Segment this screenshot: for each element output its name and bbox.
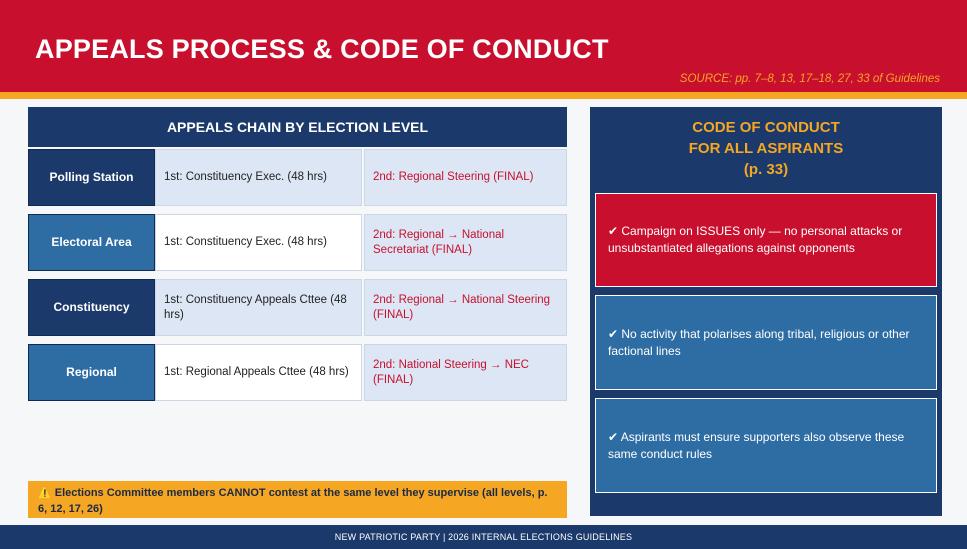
- conduct-title: [590, 117, 942, 180]
- appeals-chain-heading: APPEALS CHAIN BY ELECTION LEVEL: [28, 107, 567, 147]
- conduct-rule-issues: ✔ Campaign on ISSUES only — no personal attacks or unsubstantiated allegations against opponents: [595, 193, 937, 287]
- second-appeal: 2nd: Regional Steering (FINAL): [364, 149, 567, 206]
- conduct-page-ref: (p. 33): [743, 161, 789, 178]
- level-label: Regional: [28, 344, 155, 401]
- code-of-conduct-panel: [590, 107, 942, 516]
- conduct-rule-no-polarisation: ✔ No activity that polarises along tribal, religious or other factional lines: [595, 295, 937, 390]
- banner-accent-stripe: [0, 92, 967, 99]
- appeals-row-regional: [28, 344, 567, 403]
- second-appeal: 2nd: National Steering → NEC (FINAL): [364, 344, 567, 401]
- level-label: Electoral Area: [28, 214, 155, 271]
- first-appeal: 1st: Constituency Exec. (48 hrs): [155, 149, 362, 206]
- first-appeal: 1st: Constituency Exec. (48 hrs): [155, 214, 362, 271]
- appeals-row-polling-station: [28, 149, 567, 208]
- conduct-title-line: CODE OF CONDUCT: [692, 119, 840, 136]
- appeals-row-electoral-area: [28, 214, 567, 273]
- second-appeal: 2nd: Regional → National Steering (FINAL): [364, 279, 567, 336]
- source-citation: SOURCE: pp. 7–8, 13, 17–18, 27, 33 of Guidelines: [679, 73, 940, 85]
- appeals-row-constituency: [28, 279, 567, 338]
- second-appeal: 2nd: Regional → National Secretariat (FINAL): [364, 214, 567, 271]
- level-label: Constituency: [28, 279, 155, 336]
- first-appeal: 1st: Constituency Appeals Cttee (48 hrs): [155, 279, 362, 336]
- conduct-title-line: FOR ALL ASPIRANTS: [688, 140, 844, 157]
- level-label: Polling Station: [28, 149, 155, 206]
- page-title: APPEALS PROCESS & CODE OF CONDUCT: [35, 34, 609, 64]
- first-appeal: 1st: Regional Appeals Cttee (48 hrs): [155, 344, 362, 401]
- conduct-rule-supporters: ✔ Aspirants must ensure supporters also observe these same conduct rules: [595, 398, 937, 493]
- footer-bar: NEW PATRIOTIC PARTY | 2026 INTERNAL ELECTIONS GUIDELINES: [0, 525, 967, 549]
- conflict-of-interest-note: ⚠️ Elections Committee members CANNOT contest at the same level they supervise (all levels, p. 6, 12, 17, 26): [28, 481, 567, 518]
